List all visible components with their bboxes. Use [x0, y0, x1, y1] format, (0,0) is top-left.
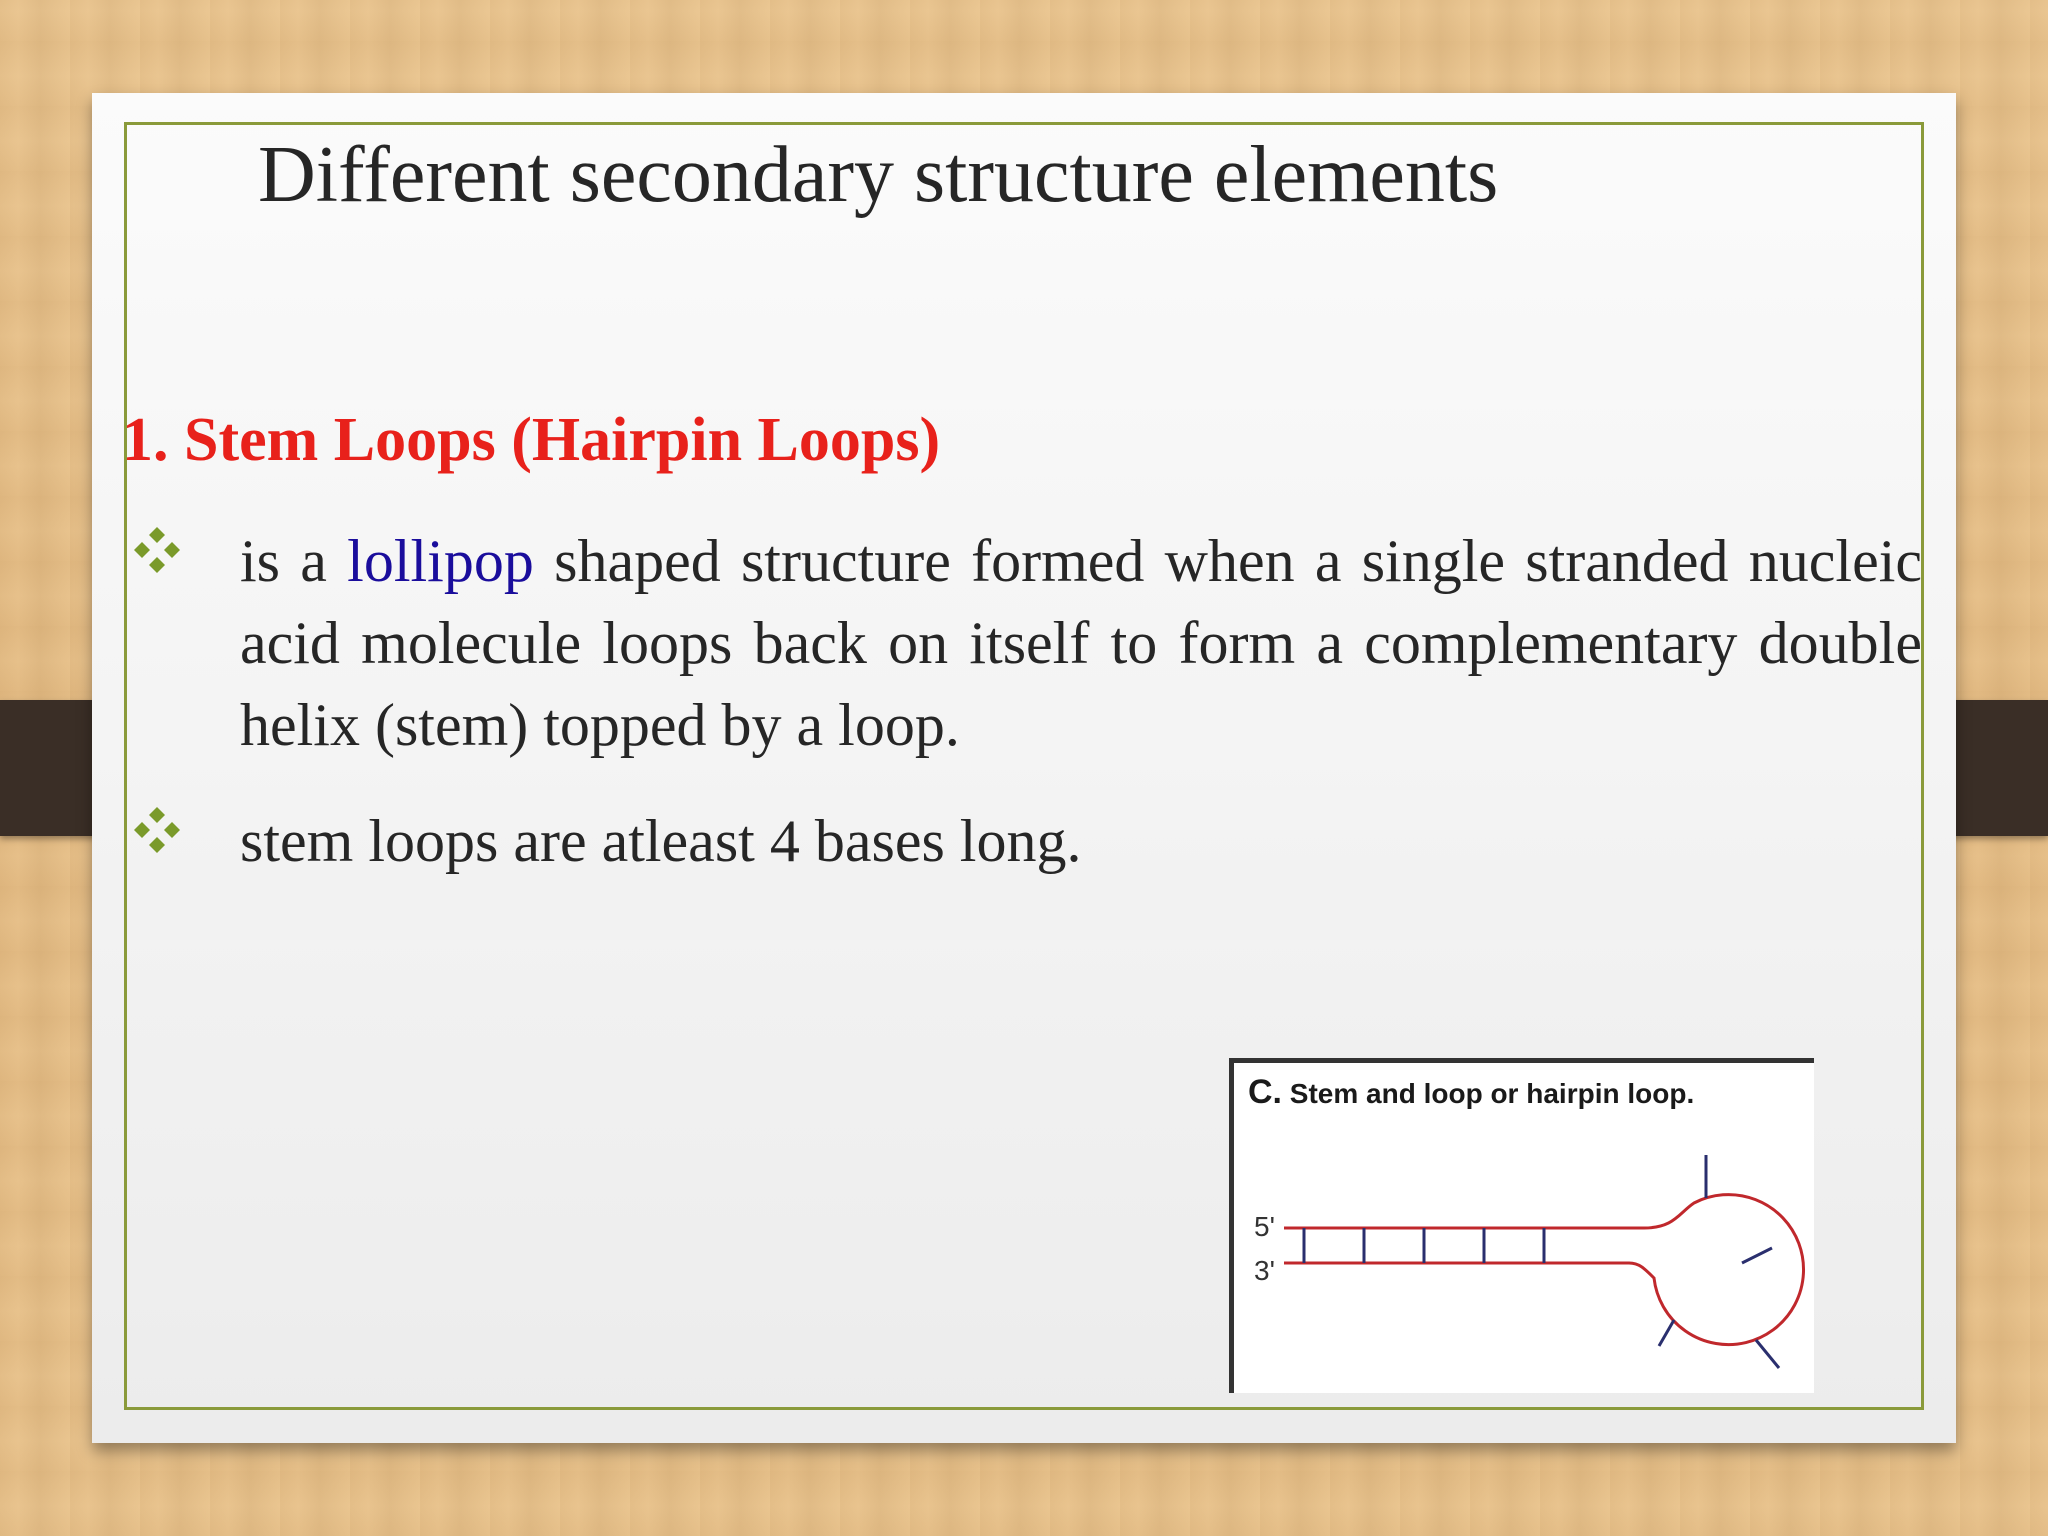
bullet-text-1: is a lollipop shaped structure formed when a single stranded nucleic acid molecule loops back on itself to form a complementary double helix (stem) topped by a loop. [240, 528, 1922, 758]
slide-title: Different secondary structure elements [258, 131, 1499, 219]
three-prime-label: 3' [1254, 1255, 1275, 1286]
hairpin-loop-figure [1229, 1058, 1814, 1393]
section-heading: 1. Stem Loops (Hairpin Loops) [122, 406, 941, 474]
highlight-word: lollipop [347, 528, 534, 594]
figure-caption: C. Stem and loop or hairpin loop. [1248, 1073, 1695, 1111]
five-prime-label: 5' [1254, 1211, 1275, 1242]
bullet-text-2: stem loops are atleast 4 bases long. [240, 808, 1082, 874]
four-diamond-bullet-icon [132, 525, 182, 575]
four-diamond-bullet-icon [132, 805, 182, 855]
hairpin-loop-diagram [1234, 1063, 1814, 1393]
